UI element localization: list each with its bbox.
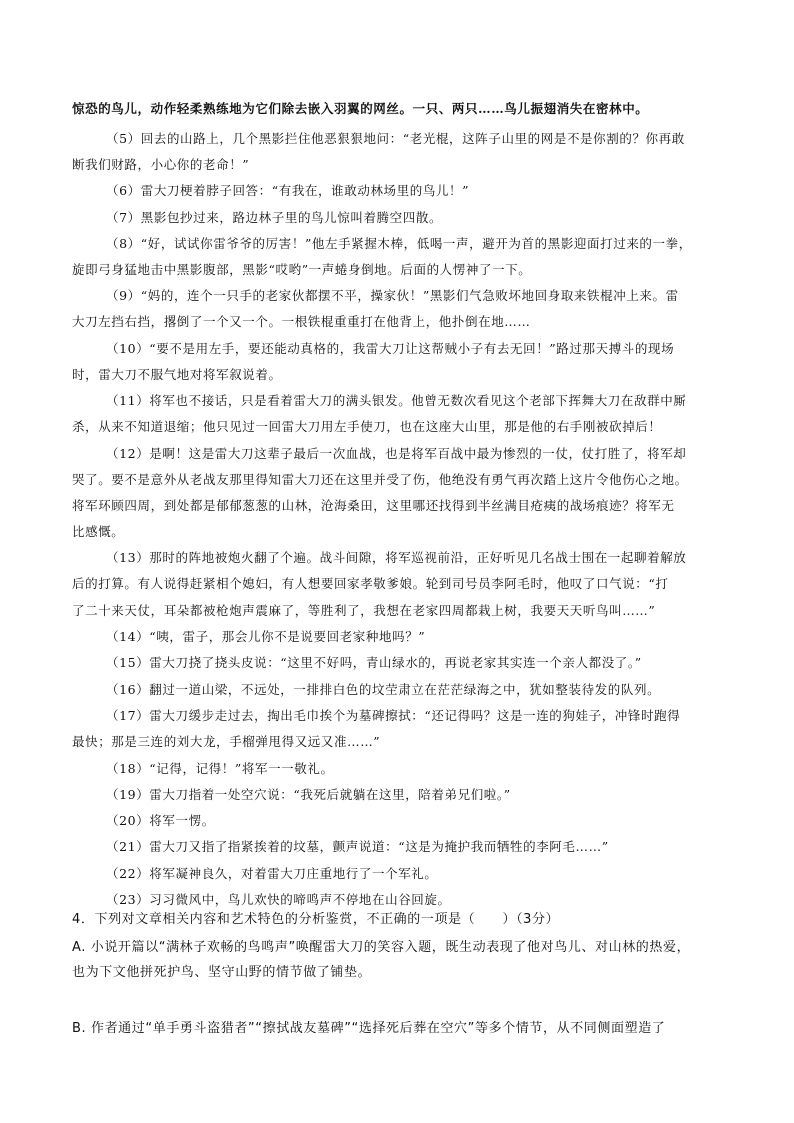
passage-line: 了二十来天仗，耳朵都被枪炮声震麻了，等胜利了，我想在老家四周都栽上树，我要天天听鸟叫……” xyxy=(72,603,656,618)
passage-line: （18）“记得，记得！”将军一一敬礼。 xyxy=(106,761,334,776)
option-a-line-2: 也为下文他拼死护鸟、坚守山野的情节做了铺垫。 xyxy=(72,965,372,980)
passage-line: 惊恐的鸟儿，动作轻柔熟练地为它们除去嵌入羽翼的网丝。一只、两只……鸟儿振翅消失在密林中。 xyxy=(72,101,649,116)
passage-line: （10）“要不是用左手，要还能动真格的，我雷大刀让这帮贼小子有去无回！”路过那天搏斗的现场 xyxy=(106,341,675,356)
passage-line: 后的打算。有人说得赶紧相个媳妇，有人想要回家孝敬爹娘。轮到司号员李阿毛时，他叹了口气说：“打 xyxy=(72,576,669,591)
passage-line: （21）雷大刀又指了指紧挨着的坟墓，颤声说道：“这是为掩护我而牺牲的李阿毛……” xyxy=(106,839,609,854)
passage-line: （15）雷大刀挠了挠头皮说：“这里不好吗，青山绿水的，再说老家其实连一个亲人都没了。” xyxy=(106,655,642,670)
passage-line: （8）“好，试试你雷爷爷的厉害！”他左手紧握木棒，低喝一声，避开为首的黑影迎面打过来的一拳， xyxy=(106,236,692,251)
passage-line: （16）翻过一道山梁，不远处，一排排白色的坟茔肃立在茫茫绿海之中，犹如整装待发的队列。 xyxy=(106,682,661,697)
passage-line: 哭了。要不是意外从老战友那里得知雷大刀还在这里并受了伤，他绝没有勇气再次踏上这片令他伤心之地。 xyxy=(72,472,688,487)
passage-line: （13）那时的阵地被炮火翻了个遍。战斗间隙，将军巡视前沿，正好听见几名战士围在一起聊着解放 xyxy=(106,550,687,565)
passage-line: 将军环顾四周，到处都是郁郁葱葱的山林，沧海桑田，这里哪还找得到半丝满目疮痍的战场痕迹？将军无 xyxy=(72,498,675,513)
passage-line: 比感慨。 xyxy=(72,524,125,539)
passage-line: （22）将军凝神良久，对着雷大刀庄重地行了一个军礼。 xyxy=(106,866,438,881)
passage-line: （23）习习微风中，鸟儿欢快的啼鸣声不停地在山谷回旋。 xyxy=(106,892,451,907)
passage-line: （6）雷大刀梗着脖子回答：“有我在，谁敢动林场里的鸟儿！” xyxy=(106,183,470,198)
passage-line: （9）“妈的，连个一只手的老家伙都摆不平，操家伙！”黑影们气急败坏地回身取来铁棍冲上来。雷 xyxy=(106,288,679,303)
passage-line: （17）雷大刀缓步走过去，掏出毛巾挨个为墓碑擦拭：“还记得吗？这是一连的狗娃子，冲锋时跑得 xyxy=(106,708,681,723)
passage-line: 旋即弓身猛地击中黑影腹部，黑影“哎哟”一声蜷身倒地。后面的人愣神了一下。 xyxy=(72,262,532,277)
passage-line: （14）“咦，雷子，那会儿你不是说要回老家种地吗？” xyxy=(106,629,426,644)
passage-line: 最快；那是三连的刘大龙，手榴弹甩得又远又准……” xyxy=(72,734,381,749)
option-b-line-1: B. 作者通过“单手勇斗盗猎者”“擦拭战友墓碑”“选择死后葬在空穴”等多个情节，从不同侧面塑造了 xyxy=(72,1021,666,1036)
passage-line: 大刀左挡右挡，撂倒了一个又一个。一根铁棍重重打在他背上，他扑倒在地…… xyxy=(72,314,531,329)
passage-line: 时，雷大刀不服气地对将军叙说着。 xyxy=(72,367,282,382)
passage-line: （19）雷大刀指着一处空穴说：“我死后就躺在这里，陪着弟兄们啦。” xyxy=(106,787,511,802)
passage-line: （7）黑影包抄过来，路边林子里的鸟儿惊叫着腾空四散。 xyxy=(106,210,443,225)
passage-line: （5）回去的山路上，几个黑影拦住他恶狠狠地问：“老光棍，这阵子山里的网是不是你割的？你再敢 xyxy=(106,131,685,146)
passage-line: （11）将军也不接话，只是看着雷大刀的满头银发。他曾无数次看见这个老部下挥舞大刀在敌群中厮 xyxy=(106,393,687,408)
question-stem: 4．下列对文章相关内容和艺术特色的分析鉴赏，不正确的一项是（ ）（3分） xyxy=(72,912,560,927)
passage-line: （20）将军一愣。 xyxy=(106,813,215,828)
passage-line: （12）是啊！这是雷大刀这辈子最后一次血战，也是将军百战中最为惨烈的一仗，仗打胜了，将军却 xyxy=(106,446,687,461)
passage-line: 杀，从来不知道退缩；他只见过一回雷大刀用左手使刀，也在这座大山里，那是他的右手刚被砍掉后！ xyxy=(72,419,662,434)
option-a-line-1: A. 小说开篇以“满林子欢畅的鸟鸣声”唤醒雷大刀的笑容入题，既生动表现了他对鸟儿、对山林的热爱， xyxy=(72,940,691,955)
passage-line: 断我们财路，小心你的老命！” xyxy=(72,157,250,172)
